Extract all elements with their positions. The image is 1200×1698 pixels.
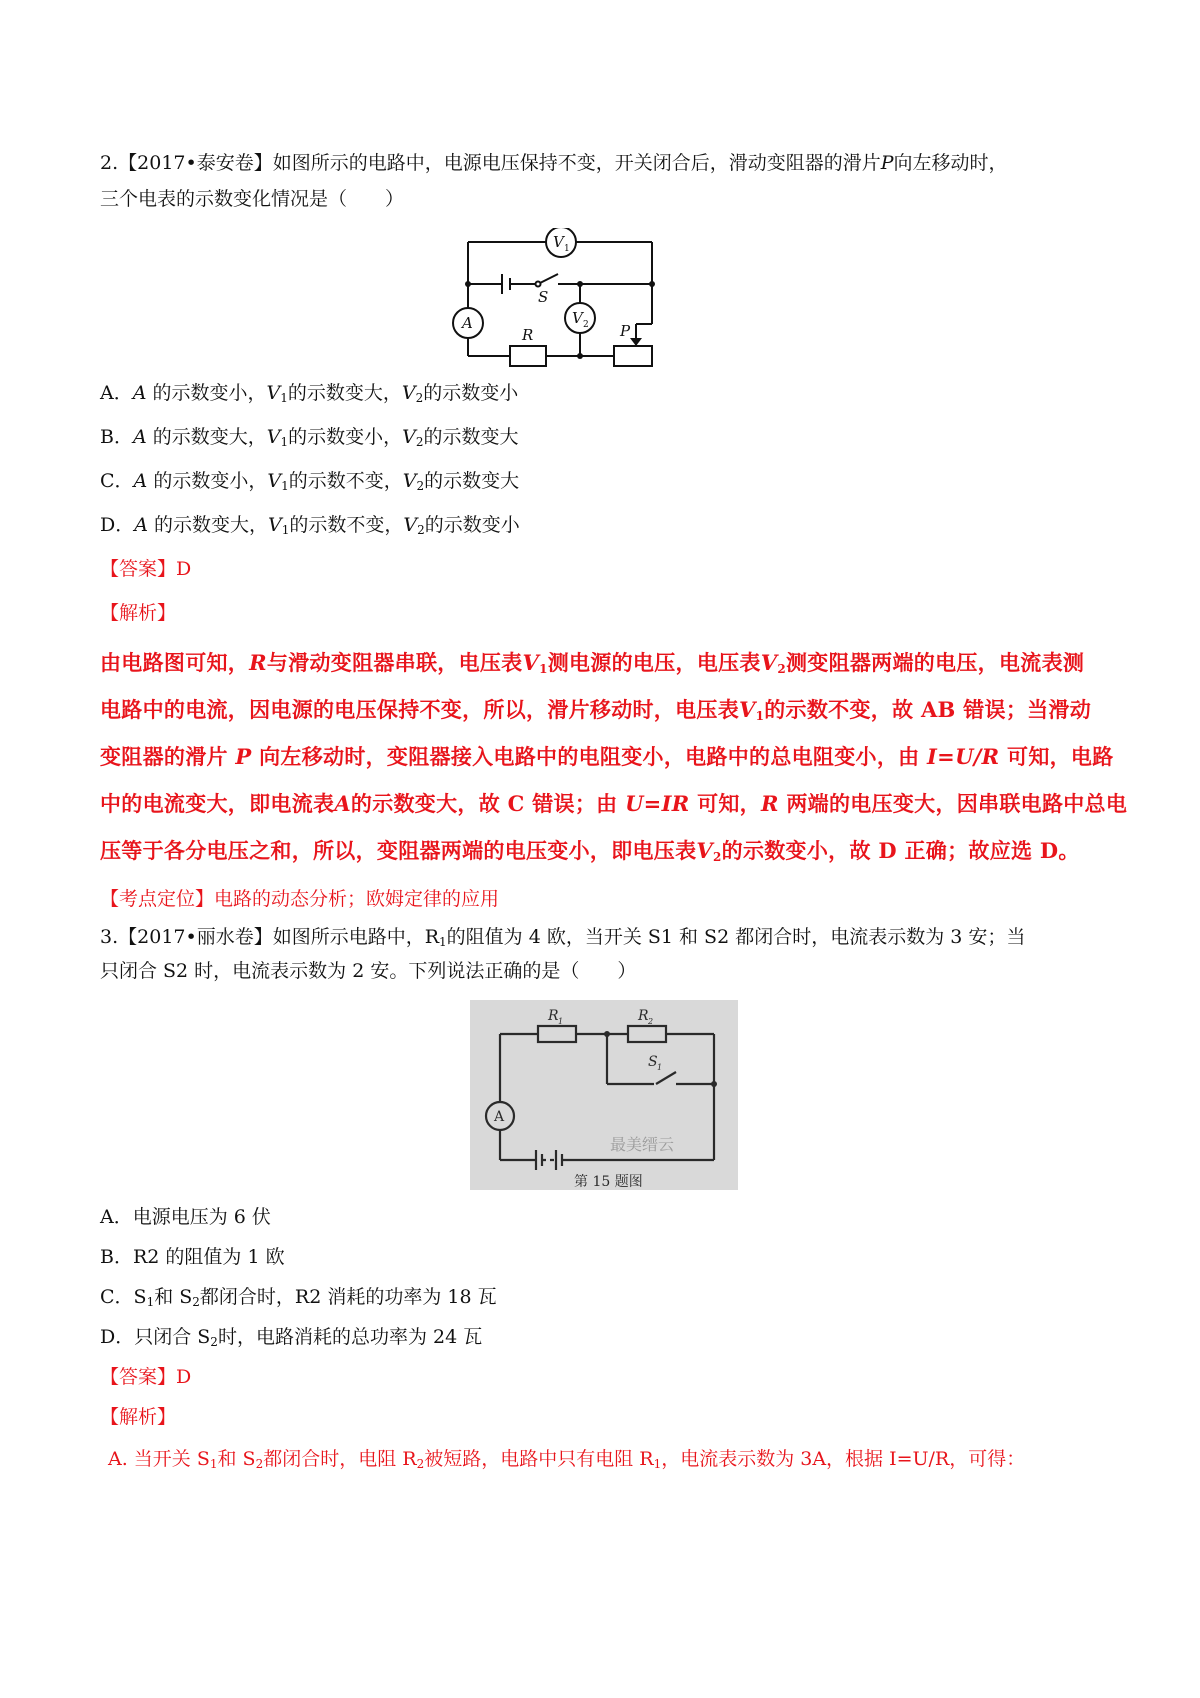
figure-caption: 第 15 题图 (574, 1174, 643, 1190)
q2-analysis-line5: 压等于各分电压之和，所以，变阻器两端的电压变小，即电压表$V_2$的示数变小，故 D 正确；故应选 D。 (100, 838, 1080, 864)
svg-text:2: 2 (648, 1017, 654, 1026)
svg-text:2: 2 (583, 320, 589, 330)
q3-option-c: C．$S_1$和 $S_2$都闭合时，R2 消耗的功率为 18 瓦 (100, 1286, 497, 1309)
q2-keypoint: 【考点定位】电路的动态分析；欧姆定律的应用 (100, 888, 500, 910)
q2-stem-line2: 三个电表的示数变化情况是（ ） (100, 188, 405, 210)
r1-label: R (548, 1008, 559, 1024)
q3-answer: 【答案】D (100, 1366, 192, 1388)
q2-option-a: A．A 的示数变小，$V_1$的示数变大，$V_2$的示数变小 (100, 382, 519, 405)
q3-analysis-label: 【解析】 (100, 1406, 177, 1428)
q3-option-a: A．电源电压为 6 伏 (100, 1206, 271, 1228)
question-source: 【2017•泰安卷】 (118, 152, 273, 174)
q2-circuit-figure (440, 228, 666, 370)
q2-answer: 【答案】D (100, 558, 192, 580)
q2-stem-line1: 2.【2017•泰安卷】如图所示的电路中，电源电压保持不变，开关闭合后，滑动变阻器的滑片P向左移动时， (100, 152, 1008, 174)
q2-option-c: C．A 的示数变小，$V_1$的示数不变，$V_2$的示数变大 (100, 470, 520, 493)
q3-circuit-figure (470, 1000, 738, 1190)
resistor-label: R (522, 326, 534, 344)
watermark-text: 最美缙云 (610, 1135, 675, 1154)
ammeter-label: A (494, 1109, 505, 1125)
q2-option-b: B．A 的示数变大，$V_1$的示数变小，$V_2$的示数变大 (100, 426, 519, 449)
switch-label: S (538, 288, 549, 306)
q3-option-b: B．R2 的阻值为 1 欧 (100, 1246, 285, 1268)
svg-text:1: 1 (558, 1017, 564, 1026)
q3-stem-line1: 3.【2017•丽水卷】如图所示电路中，$R_1$的阻值为 4 欧，当开关 S1 和 S2 都闭合时，电流表示数为 3 安；当 (100, 926, 1026, 949)
q3-analysis-line1: A. 当开关 $S_1$和 $S_2$都闭合时，电阻 $R_2$被短路，电路中只有电阻 $R_1$，电流表示数为 3A，根据 I=U/R，可得： (108, 1448, 1026, 1471)
q2-analysis-line4: 中的电流变大，即电流表A的示数变大，故 C 错误；由 U=IR 可知，R 两端的电压变大，因串联电路中总电 (100, 791, 1128, 816)
v2-meter-label: V (572, 309, 583, 327)
q2-analysis-line1: 由电路图可知，R与滑动变阻器串联，电压表$V_1$测电源的电压，电压表$V_2$测变阻器两端的电压，电流表测 (100, 650, 1085, 676)
question-number: 2. (100, 152, 119, 174)
question-number: 3. (100, 926, 119, 948)
q3-stem-line2: 只闭合 S2 时，电流表示数为 2 安。下列说法正确的是（ ） (100, 960, 637, 982)
v1-meter-label: V (553, 233, 564, 251)
r2-label: R (638, 1008, 649, 1024)
slider-label: P (620, 322, 631, 340)
q3-option-d: D．只闭合 $S_2$时，电路消耗的总功率为 24 瓦 (100, 1326, 483, 1349)
q2-analysis-line3: 变阻器的滑片 P 向左移动时，变阻器接入电路中的电阻变小，电路中的总电阻变小，由 I=U/R 可知，电路 (100, 744, 1114, 769)
question-source: 【2017•丽水卷】 (118, 926, 273, 948)
q2-option-d: D．A 的示数变大，$V_1$的示数不变，$V_2$的示数变小 (100, 514, 520, 537)
s1-label: S (648, 1054, 658, 1070)
ammeter-label: A (462, 314, 473, 332)
svg-text:1: 1 (657, 1063, 663, 1072)
svg-text:1: 1 (564, 244, 570, 254)
q2-analysis-label: 【解析】 (100, 602, 177, 624)
q2-analysis-line2: 电路中的电流，因电源的电压保持不变，所以，滑片移动时，电压表$V_1$的示数不变，故 AB 错误；当滑动 (100, 697, 1092, 723)
